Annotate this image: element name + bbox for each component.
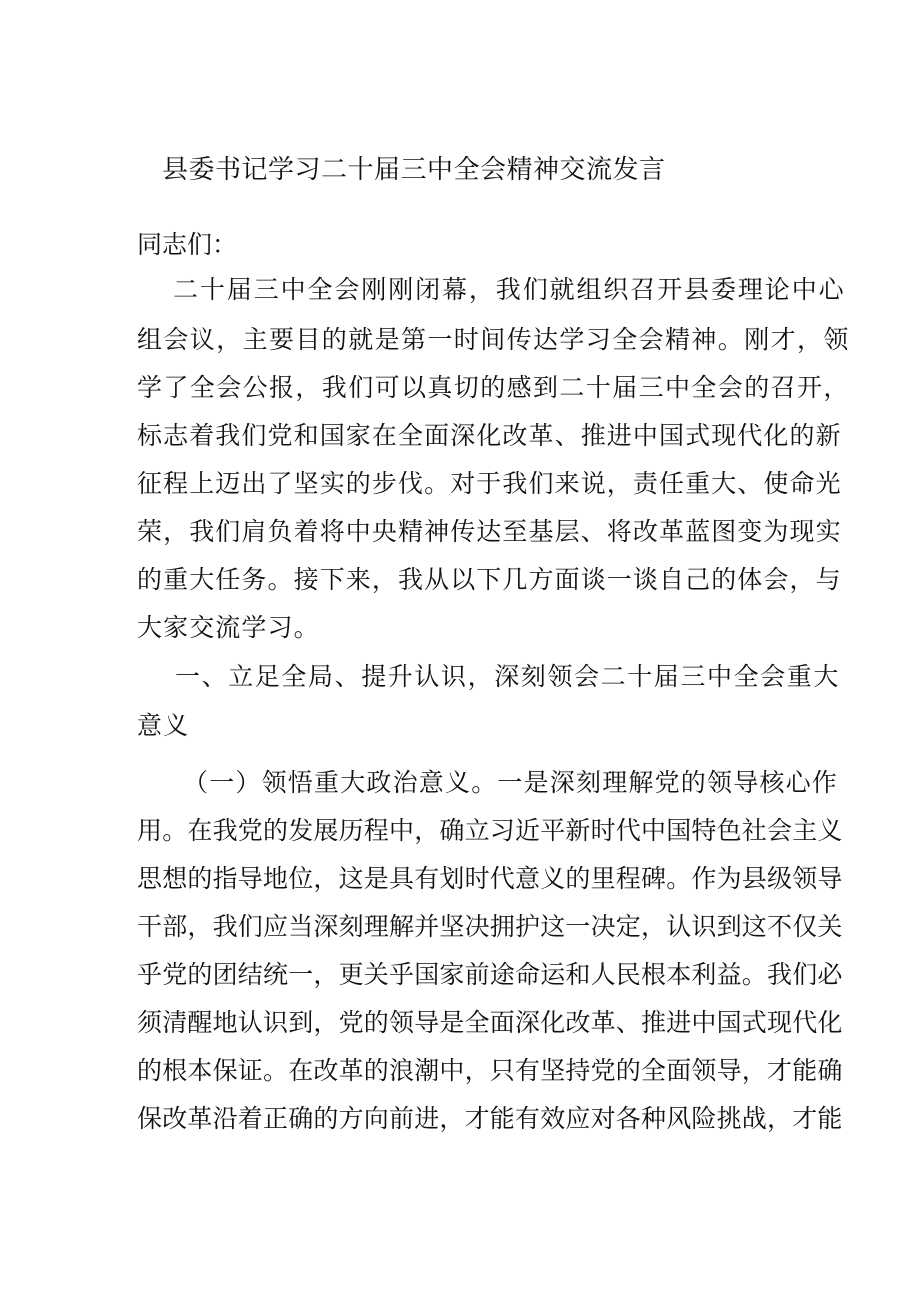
section-heading-line-2: 意义 (137, 711, 190, 740)
intro-line-7: 的重大任务。接下来，我从以下几方面谈一谈自己的体会，与 (137, 565, 842, 594)
salutation: 同志们： (137, 230, 238, 259)
body-line-5: 乎党的团结统一，更关乎国家前途命运和人民根本利益。我们必 (137, 960, 843, 989)
body-line-6: 须清醒地认识到，党的领导是全面深化改革、推进中国式现代化 (137, 1008, 843, 1037)
intro-line-3: 学了全会公报，我们可以真切的感到二十届三中全会的召开， (137, 373, 850, 402)
intro-line-1: 二十届三中全会刚刚闭幕，我们就组织召开县委理论中心 (173, 275, 846, 304)
body-line-4: 干部，我们应当深刻理解并坚决拥护这一决定，认识到这不仅关 (137, 912, 843, 941)
body-line-7: 的根本保证。在改革的浪潮中，只有坚持党的全面领导，才能确 (137, 1056, 843, 1085)
intro-line-5: 征程上迈出了坚实的步伐。对于我们来说，责任重大、使命光 (137, 469, 842, 498)
body-line-3: 思想的指导地位，这是具有划时代意义的里程碑。作为县级领导 (137, 864, 843, 893)
intro-line-8: 大家交流学习。 (137, 613, 320, 642)
section-heading-line-1: 一、立足全局、提升认识，深刻领会二十届三中全会重大 (175, 662, 841, 691)
body-line-8: 保改革沿着正确的方向前进，才能有效应对各种风险挑战，才能 (137, 1104, 843, 1133)
document-title: 县委书记学习二十届三中全会精神交流发言 (162, 155, 666, 185)
intro-line-6: 荣，我们肩负着将中央精神传达至基层、将改革蓝图变为现实 (137, 517, 842, 546)
body-line-2: 用。在我党的发展历程中，确立习近平新时代中国特色社会主义 (137, 816, 843, 845)
intro-line-4: 标志着我们党和国家在全面深化改革、推进中国式现代化的新 (137, 421, 842, 450)
intro-line-2: 组会议，主要目的就是第一时间传达学习全会精神。刚才，领 (137, 325, 850, 354)
body-line-1: （一）领悟重大政治意义。一是深刻理解党的领导核心作 (183, 768, 839, 797)
